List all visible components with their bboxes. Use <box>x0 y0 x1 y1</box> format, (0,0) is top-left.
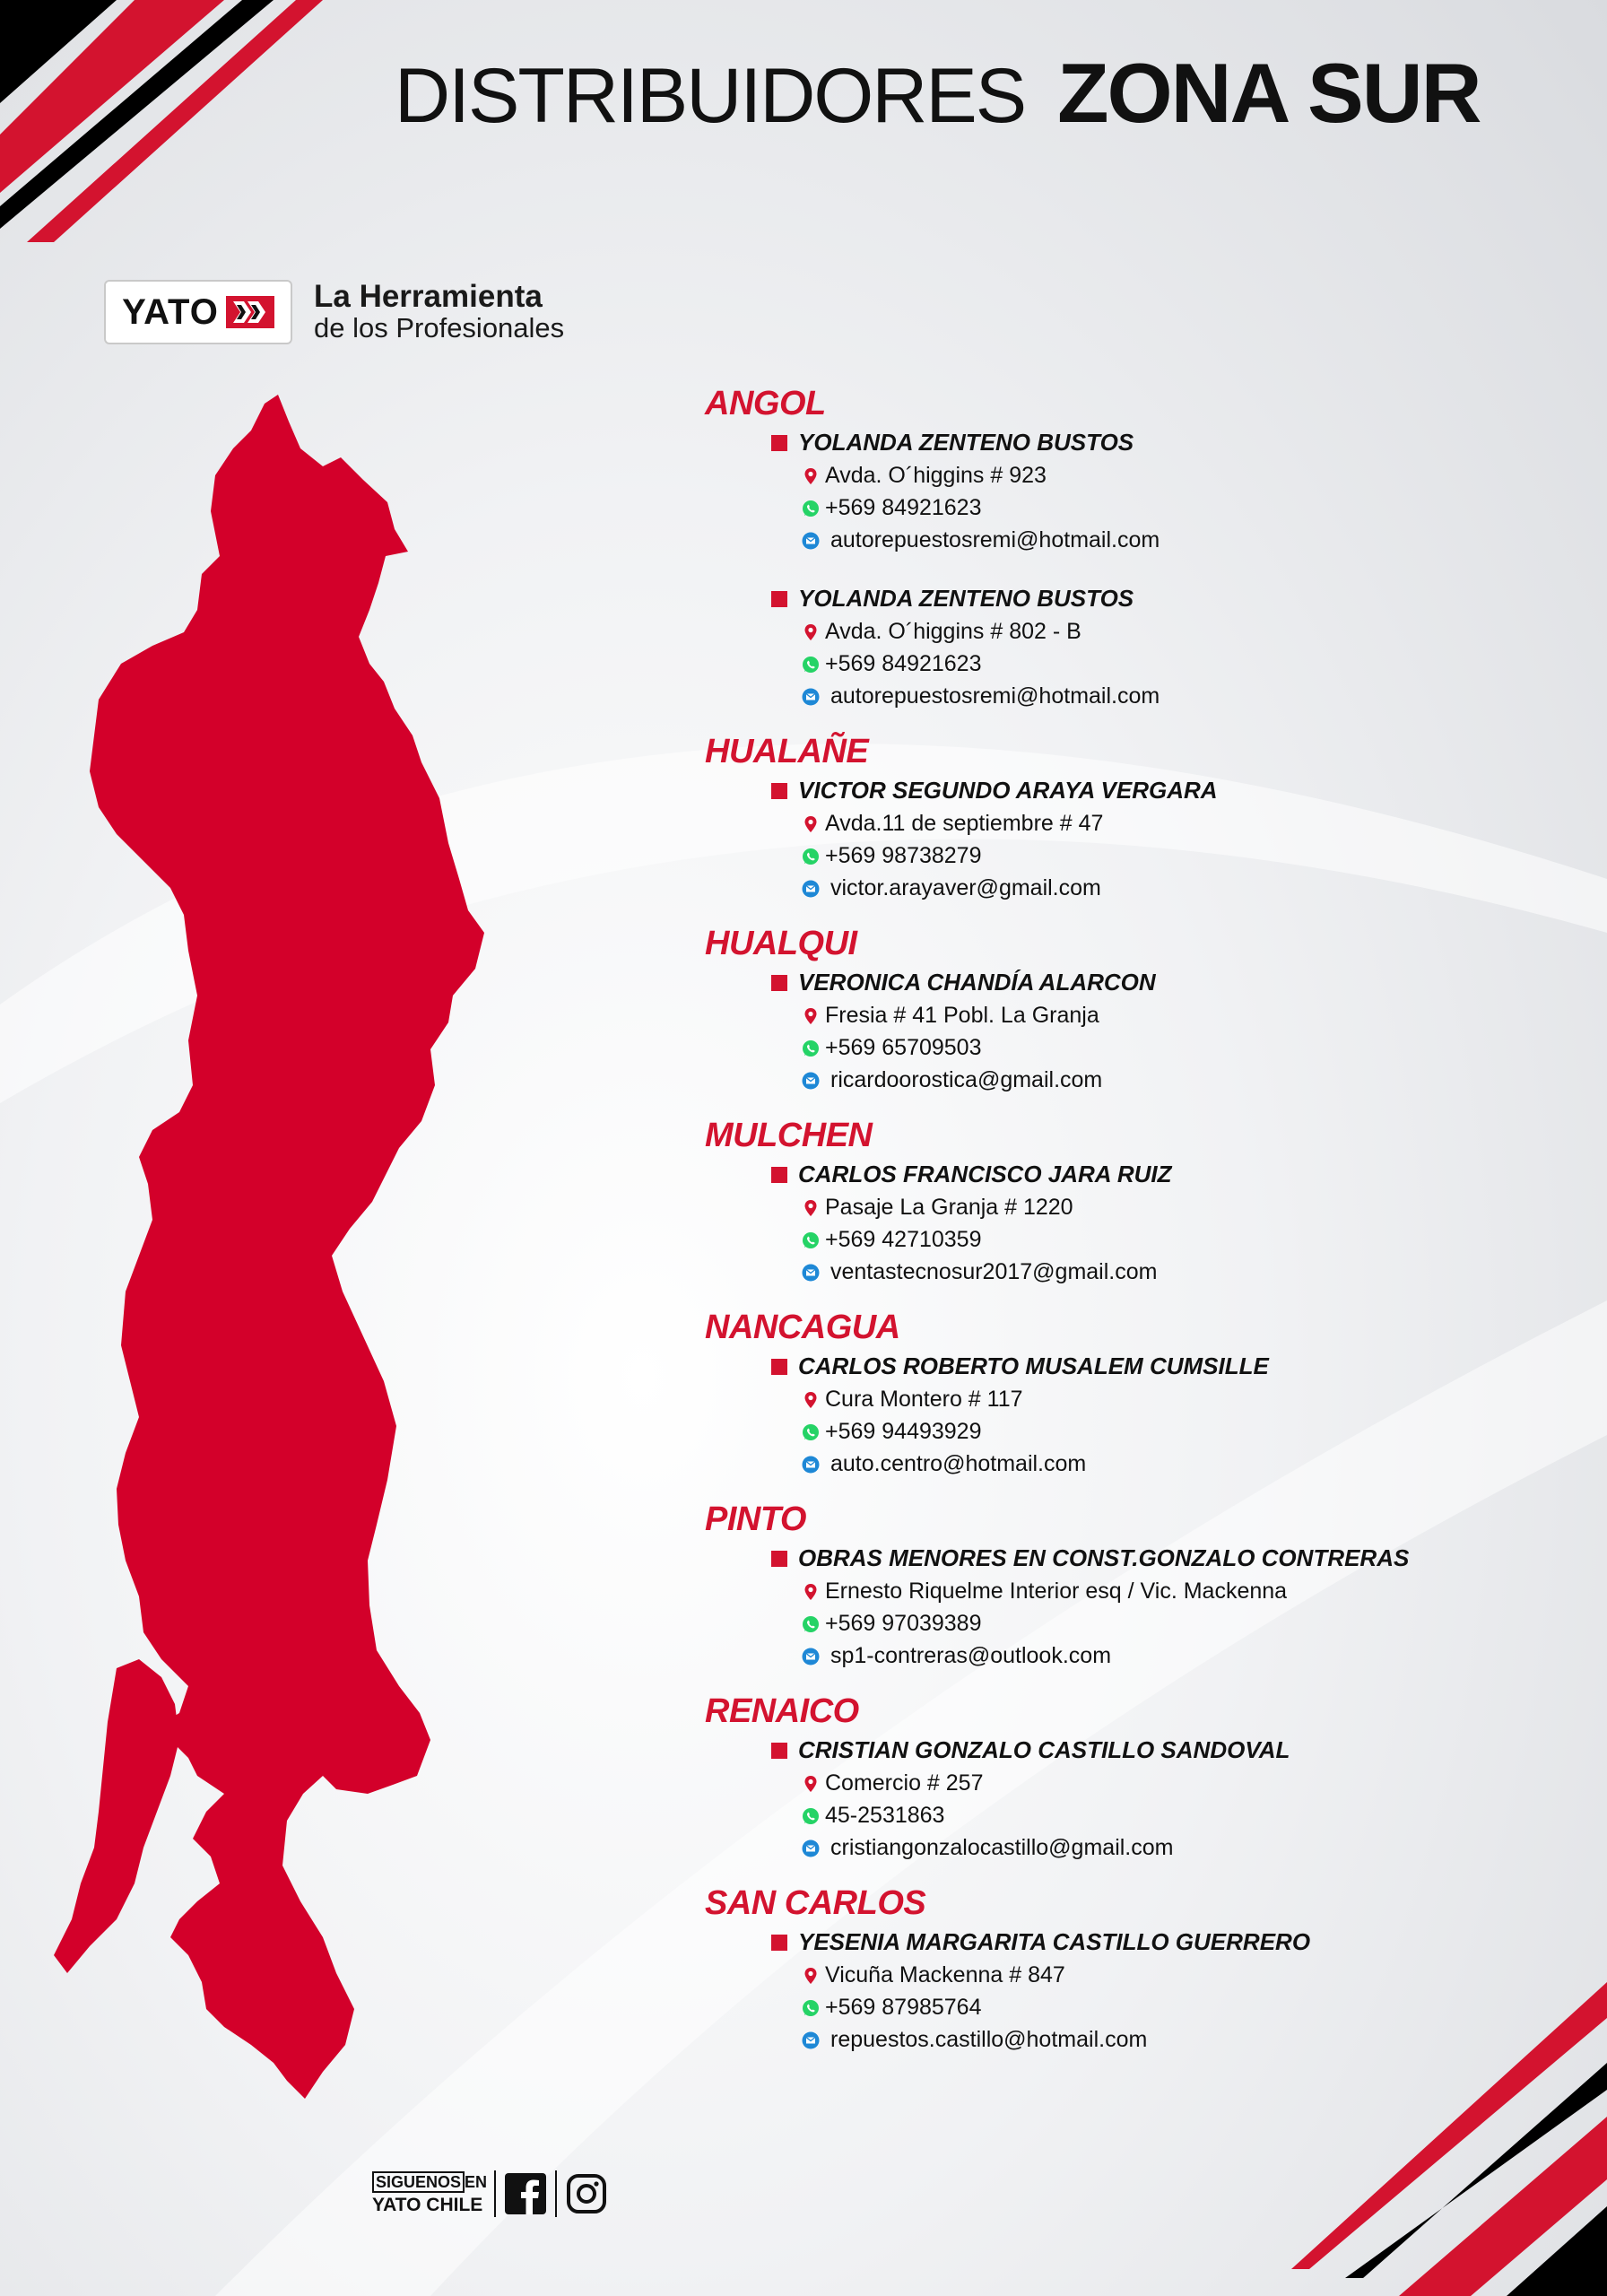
distributor-entry <box>771 1925 1566 2056</box>
email-icon <box>802 1456 820 1474</box>
location-pin-icon <box>802 1391 820 1409</box>
follow-label: SIGUENOS <box>372 2171 465 2193</box>
distributor-entry <box>771 1733 1566 1864</box>
distributor-name-text: VICTOR SEGUNDO ARAYA VERGARA <box>798 777 1218 804</box>
whatsapp-icon <box>802 1615 820 1633</box>
distributor-name-text: CARLOS FRANCISCO JARA RUIZ <box>798 1161 1172 1187</box>
phone-line[interactable] <box>802 491 1566 524</box>
facebook-icon[interactable] <box>505 2173 546 2214</box>
distributor-name-text: VERONICA CHANDÍA ALARCON <box>798 969 1156 996</box>
logo-box <box>104 280 292 344</box>
city-heading: MULCHEN <box>705 1117 873 1154</box>
city-heading: PINTO <box>705 1500 806 1538</box>
distributor-name-text: CRISTIAN GONZALO CASTILLO SANDOVAL <box>798 1736 1290 1763</box>
email-link[interactable]: ricardoorostica@gmail.com <box>830 1067 1103 1092</box>
phone-line[interactable] <box>802 648 1566 680</box>
distributor-name <box>771 425 1566 459</box>
whatsapp-icon <box>802 848 820 865</box>
address-text: Fresia # 41 Pobl. La Granja <box>825 1003 1099 1028</box>
brand-logo <box>104 280 564 344</box>
address-line <box>802 1767 1566 1799</box>
distributor-name <box>771 1925 1566 1959</box>
email-link[interactable]: sp1-contreras@outlook.com <box>830 1643 1112 1668</box>
distributor-name <box>771 1157 1566 1191</box>
address-line <box>802 999 1566 1031</box>
city-heading: RENAICO <box>705 1692 859 1730</box>
distributor-list <box>705 382 1566 2061</box>
title-light: DISTRIBUIDORES <box>395 53 1026 139</box>
tagline-line-2: de los Profesionales <box>314 312 565 344</box>
region-map <box>54 395 628 2144</box>
social-divider-2 <box>555 2170 557 2217</box>
phone-line[interactable] <box>802 1223 1566 1256</box>
phone-line[interactable] <box>802 1991 1566 2023</box>
bullet-square-icon <box>771 1359 787 1375</box>
phone-line[interactable] <box>802 839 1566 872</box>
distributor-name-text: YOLANDA ZENTENO BUSTOS <box>798 585 1134 612</box>
email-icon <box>802 1648 820 1665</box>
city-heading: HUALQUI <box>705 925 857 962</box>
email-icon <box>802 1839 820 1857</box>
social-account: YATO CHILE <box>372 2195 483 2215</box>
email-icon <box>802 880 820 898</box>
address-line <box>802 1959 1566 1991</box>
email-line[interactable] <box>802 1448 1566 1480</box>
social-footer <box>372 2170 607 2217</box>
email-line[interactable] <box>802 1064 1566 1096</box>
tagline <box>314 281 564 343</box>
location-pin-icon <box>802 1775 820 1793</box>
whatsapp-icon <box>802 656 820 674</box>
whatsapp-icon <box>802 500 820 517</box>
phone-text[interactable]: +569 94493929 <box>825 1419 982 1444</box>
location-pin-icon <box>802 1199 820 1217</box>
whatsapp-icon <box>802 1999 820 2017</box>
distributor-name-text: YESENIA MARGARITA CASTILLO GUERRERO <box>798 1928 1311 1955</box>
location-pin-icon <box>802 623 820 641</box>
instagram-icon[interactable] <box>566 2173 607 2214</box>
location-pin-icon <box>802 815 820 833</box>
city-heading: SAN CARLOS <box>705 1884 926 1922</box>
bullet-square-icon <box>771 435 787 451</box>
email-icon <box>802 1072 820 1090</box>
whatsapp-icon <box>802 1039 820 1057</box>
address-line <box>802 1575 1566 1607</box>
phone-line[interactable] <box>802 1415 1566 1448</box>
region-map-shape <box>54 395 484 2099</box>
email-icon <box>802 1264 820 1282</box>
city-heading: ANGOL <box>705 385 826 422</box>
phone-text[interactable]: +569 65709503 <box>825 1035 982 1060</box>
address-text: Pasaje La Granja # 1220 <box>825 1195 1073 1220</box>
logo-wordmark: YATO <box>122 291 219 332</box>
bullet-square-icon <box>771 1935 787 1951</box>
yato-emblem-icon <box>226 296 274 328</box>
phone-text[interactable]: +569 84921623 <box>825 495 982 520</box>
distributor-entry <box>771 1541 1566 1672</box>
phone-line[interactable] <box>802 1607 1566 1639</box>
phone-text[interactable]: +569 98738279 <box>825 843 982 868</box>
social-text <box>372 2170 487 2217</box>
email-link[interactable]: victor.arayaver@gmail.com <box>830 875 1101 900</box>
location-pin-icon <box>802 467 820 485</box>
email-line[interactable] <box>802 524 1566 556</box>
distributor-name <box>771 1541 1566 1575</box>
address-line <box>802 1191 1566 1223</box>
phone-text[interactable]: +569 87985764 <box>825 1995 982 2020</box>
location-pin-icon <box>802 1967 820 1985</box>
address-text: Avda.11 de septiembre # 47 <box>825 811 1104 836</box>
email-link[interactable]: auto.centro@hotmail.com <box>830 1451 1087 1476</box>
address-text: Comercio # 257 <box>825 1770 984 1796</box>
distributor-name <box>771 581 1566 615</box>
email-line[interactable] <box>802 1831 1566 1864</box>
email-line[interactable] <box>802 680 1566 712</box>
phone-text[interactable]: +569 97039389 <box>825 1611 982 1636</box>
email-line[interactable] <box>802 2023 1566 2056</box>
email-line[interactable] <box>802 1639 1566 1672</box>
distributor-entry <box>771 1157 1566 1288</box>
address-line <box>802 615 1566 648</box>
email-icon <box>802 2031 820 2049</box>
address-line <box>802 1383 1566 1415</box>
city-heading: NANCAGUA <box>705 1309 900 1346</box>
bullet-square-icon <box>771 591 787 607</box>
distributor-name <box>771 773 1566 807</box>
email-link[interactable]: autorepuestosremi@hotmail.com <box>830 527 1160 552</box>
tagline-line-1: La Herramienta <box>314 279 543 315</box>
distributor-entry <box>771 1349 1566 1480</box>
distributor-entry <box>771 581 1566 712</box>
bullet-square-icon <box>771 783 787 799</box>
email-line[interactable] <box>802 872 1566 904</box>
phone-line[interactable] <box>802 1031 1566 1064</box>
distributor-name <box>771 1349 1566 1383</box>
address-line <box>802 459 1566 491</box>
whatsapp-icon <box>802 1423 820 1441</box>
phone-text[interactable]: +569 84921623 <box>825 651 982 676</box>
city-heading: HUALAÑE <box>705 733 869 770</box>
bullet-square-icon <box>771 1743 787 1759</box>
location-pin-icon <box>802 1007 820 1025</box>
address-text: Ernesto Riquelme Interior esq / Vic. Mackenna <box>825 1578 1288 1604</box>
distributor-name-text: YOLANDA ZENTENO BUSTOS <box>798 429 1134 456</box>
email-icon <box>802 688 820 706</box>
address-text: Avda. O´higgins # 923 <box>825 463 1047 488</box>
bullet-square-icon <box>771 975 787 991</box>
location-pin-icon <box>802 1583 820 1601</box>
phone-text[interactable]: 45-2531863 <box>825 1803 945 1828</box>
bullet-square-icon <box>771 1167 787 1183</box>
title-bold: ZONA SUR <box>1057 46 1481 140</box>
phone-text[interactable]: +569 42710359 <box>825 1227 982 1252</box>
distributor-name-text: OBRAS MENORES EN CONST.GONZALO CONTRERAS <box>798 1544 1410 1571</box>
distributor-name <box>771 1733 1566 1767</box>
email-link[interactable]: repuestos.castillo@hotmail.com <box>830 2027 1148 2052</box>
phone-line[interactable] <box>802 1799 1566 1831</box>
whatsapp-icon <box>802 1807 820 1825</box>
email-link[interactable]: autorepuestosremi@hotmail.com <box>830 683 1160 709</box>
whatsapp-icon <box>802 1231 820 1249</box>
address-text: Vicuña Mackenna # 847 <box>825 1962 1065 1987</box>
email-line[interactable] <box>802 1256 1566 1288</box>
distributor-name-text: CARLOS ROBERTO MUSALEM CUMSILLE <box>798 1352 1269 1379</box>
email-link[interactable]: ventastecnosur2017@gmail.com <box>830 1259 1158 1284</box>
email-link[interactable]: cristiangonzalocastillo@gmail.com <box>830 1835 1174 1860</box>
distributor-entry <box>771 773 1566 904</box>
address-text: Avda. O´higgins # 802 - B <box>825 619 1081 644</box>
distributor-entry <box>771 425 1566 556</box>
page-title <box>395 45 1481 144</box>
distributor-entry <box>771 965 1566 1096</box>
email-icon <box>802 532 820 550</box>
bullet-square-icon <box>771 1551 787 1567</box>
social-divider <box>494 2170 496 2217</box>
on-label: EN <box>465 2173 488 2191</box>
address-text: Cura Montero # 117 <box>825 1387 1023 1412</box>
distributor-name <box>771 965 1566 999</box>
address-line <box>802 807 1566 839</box>
